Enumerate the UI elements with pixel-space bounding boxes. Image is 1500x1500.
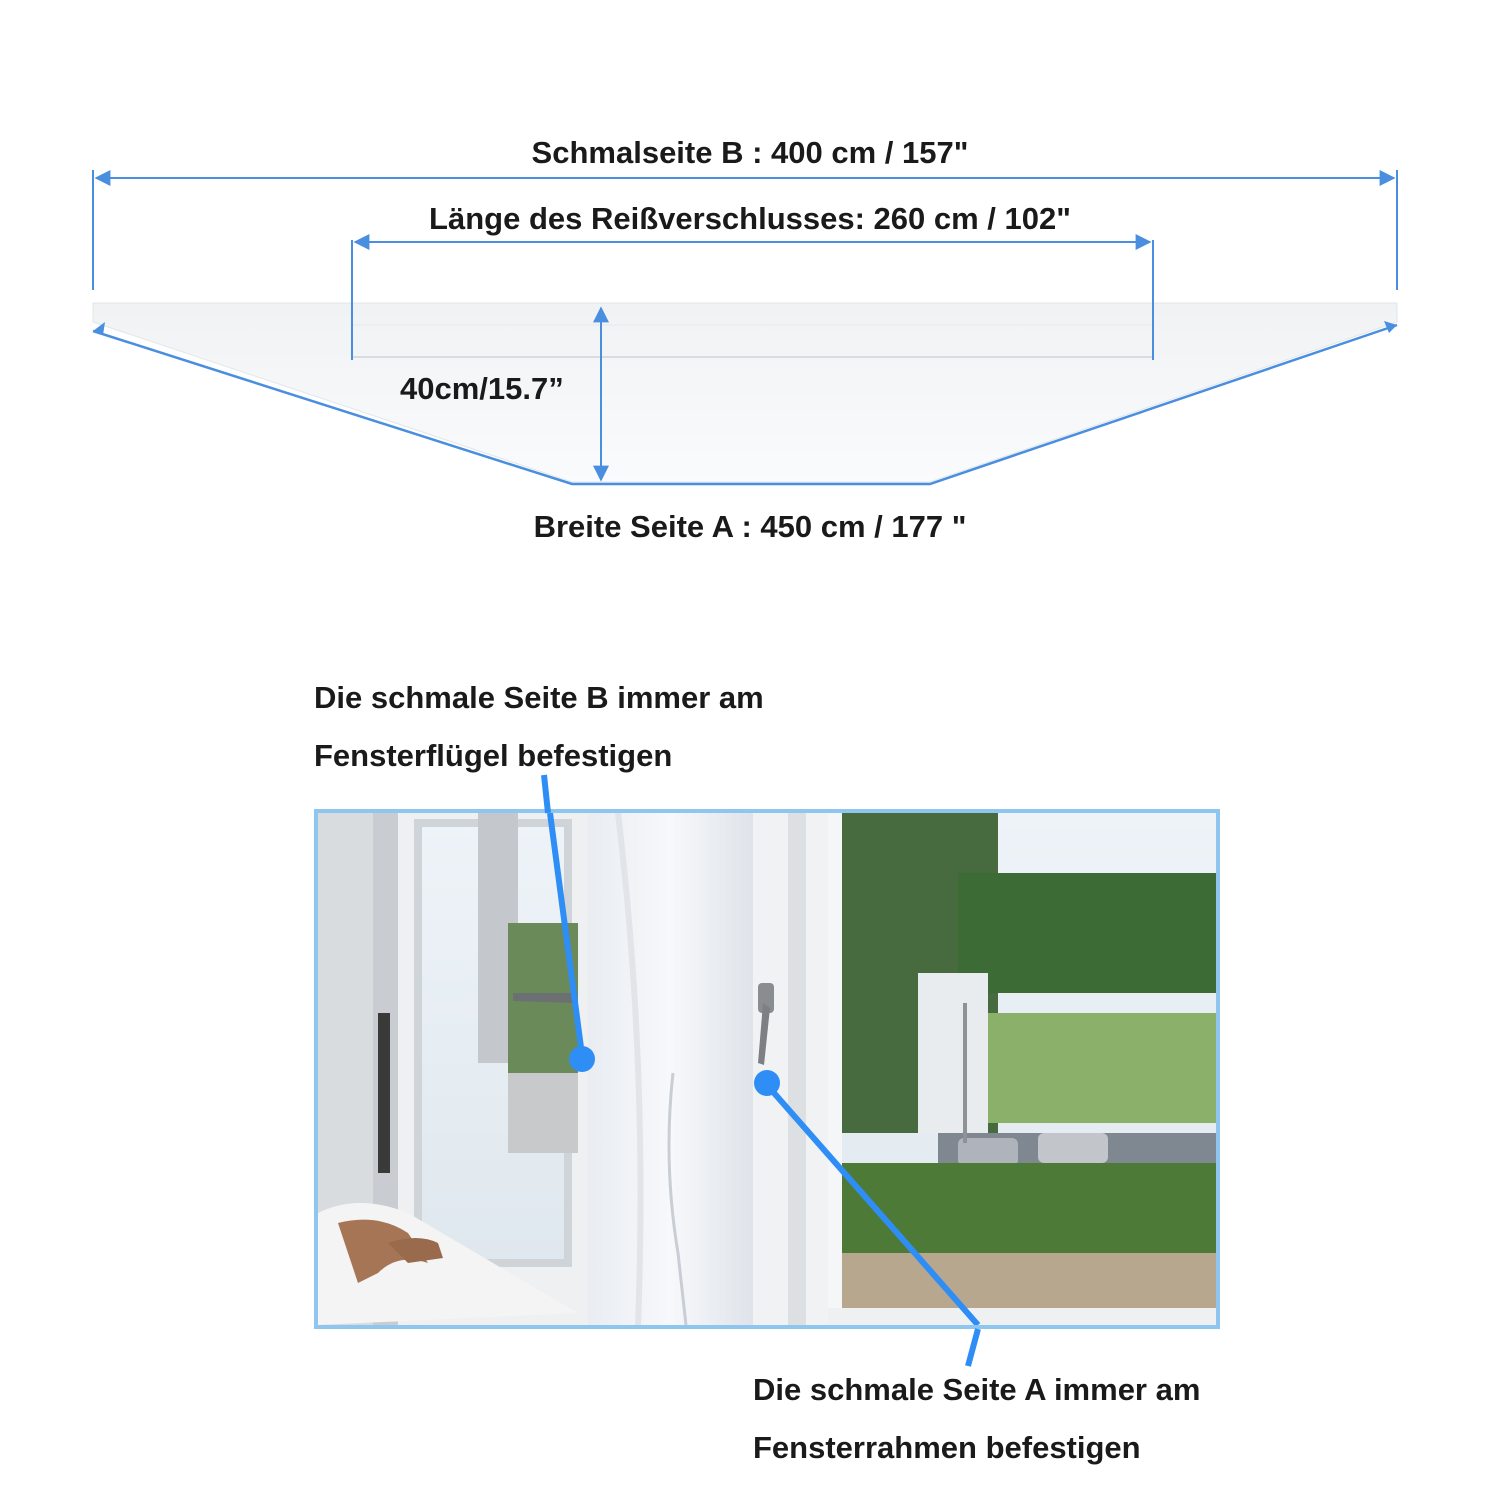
side-b-instruction-line2: Fensterflügel befestigen bbox=[314, 738, 673, 773]
side-b-instruction-line1: Die schmale Seite B immer am bbox=[314, 680, 764, 715]
side-a-instruction-line2: Fensterrahmen befestigen bbox=[753, 1430, 1141, 1465]
dimension-diagram bbox=[0, 0, 1500, 560]
side-b-pointer-line bbox=[544, 775, 548, 813]
height-label: 40cm/15.7” bbox=[400, 371, 564, 406]
side-b-dimension-label: Schmalseite B : 400 cm / 157" bbox=[531, 135, 969, 170]
side-a-pointer-line bbox=[968, 1329, 978, 1366]
side-a-instruction-line1: Die schmale Seite A immer am bbox=[753, 1372, 1201, 1407]
side-a-dimension-label: Breite Seite A : 450 cm / 177 " bbox=[533, 509, 967, 544]
side-a-pointer-dot bbox=[754, 1070, 780, 1096]
window-photo bbox=[314, 809, 1220, 1329]
side-b-pointer-dot bbox=[569, 1046, 595, 1072]
zipper-length-label: Länge des Reißverschlusses: 260 cm / 102" bbox=[429, 201, 1071, 236]
